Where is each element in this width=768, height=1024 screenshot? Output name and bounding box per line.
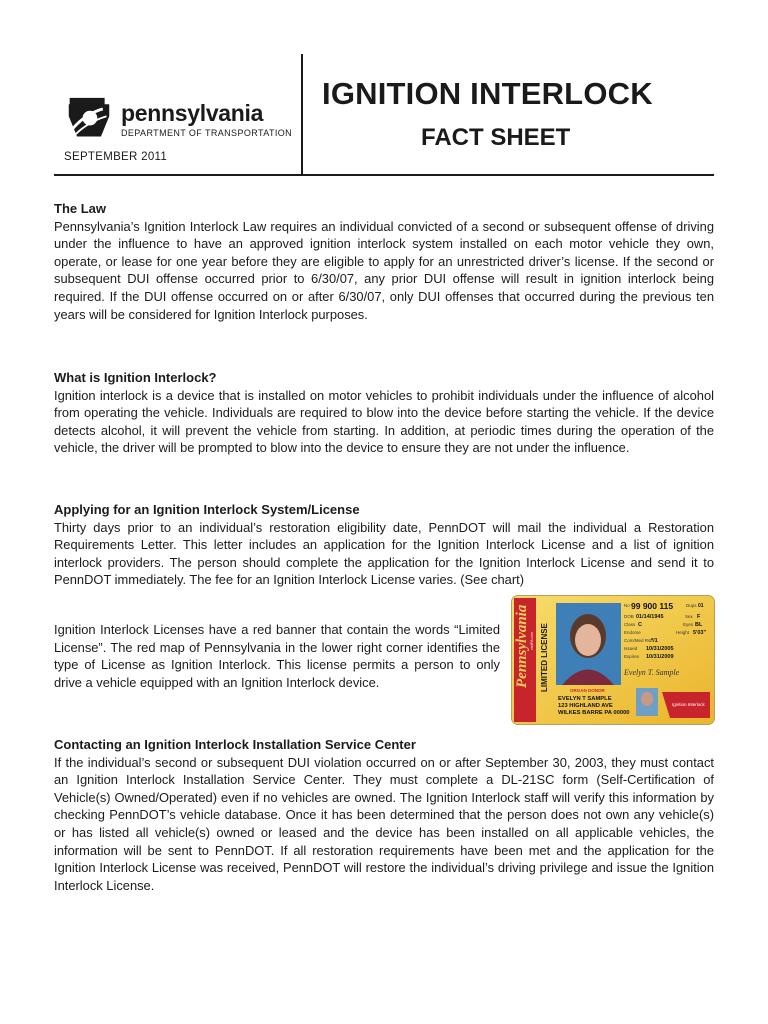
- license-address-1: 123 HIGHLAND AVE: [558, 703, 613, 709]
- section-body: Thirty days prior to an individual’s restoration eligibility date, PennDOT will mail the individual a Restoration Requirements Letter. This letter includes an application for the Ignition Interlock License and a list of ignition interlock providers. The person should complete the application for the Ignition Interlock License and send it to PennDOT immediately. The fee for an Ignition Interlock License varies. (See chart): [54, 519, 714, 588]
- section-heading: Applying for an Ignition Interlock System/License: [54, 502, 360, 517]
- license-sex-label: Sex: [685, 614, 693, 619]
- license-no-label: No: [624, 603, 630, 608]
- license-sex: F: [697, 614, 701, 620]
- section-what-is-ignition-interlock: [54, 369, 714, 457]
- section-heading: What is Ignition Interlock?: [54, 370, 217, 385]
- section-applying: [54, 501, 714, 589]
- page-title: IGNITION INTERLOCK: [322, 76, 653, 111]
- license-organ-donor: ORGAN DONOR: [570, 688, 605, 693]
- license-expires: 10/31/2009: [646, 654, 674, 660]
- sample-limited-license-image: [512, 596, 714, 724]
- license-interlock-label: Ignition Interlock: [672, 702, 705, 707]
- license-height: 5'03": [693, 630, 707, 636]
- license-height-label: Height: [676, 630, 690, 635]
- license-class-label: Class: [624, 622, 636, 627]
- license-issued: 10/31/2005: [646, 646, 674, 652]
- license-address-2: WILKES BARRE PA 00000: [558, 710, 630, 716]
- org-name: pennsylvania: [121, 100, 264, 126]
- section-body: Ignition interlock is a device that is installed on motor vehicles to prohibit individuals under the influence of alcohol from operating the vehicle. Individuals are required to blow into the device before starting the vehicle. If the device detects alcohol, it will prevent the vehicle from starting. In addition, at periodic times during the operation of the vehicle, the driver will be prompted to blow into the device to ensure they are not under the influence.: [54, 387, 714, 456]
- license-signature: Evelyn T. Sample: [624, 668, 680, 677]
- license-dups-label: Dups: [686, 603, 697, 608]
- dept-name: DEPARTMENT OF TRANSPORTATION: [121, 128, 293, 138]
- license-banner-text: LIMITED LICENSE: [540, 623, 549, 692]
- license-restr-label: Com/Med Rstr: [624, 638, 654, 643]
- license-state-script: Pennsylvania: [514, 604, 530, 688]
- license-eyes: BL: [695, 622, 703, 628]
- license-dob: 01/14/1945: [636, 614, 664, 620]
- license-name: EVELYN T SAMPLE: [558, 696, 612, 702]
- section-applying-license-description: [54, 621, 500, 691]
- license-issued-label: Issued: [624, 646, 638, 651]
- license-number: 99 900 115: [631, 601, 674, 611]
- publication-date: SEPTEMBER 2011: [64, 151, 168, 163]
- license-eyes-label: Eyes: [683, 622, 694, 627]
- license-dups: 01: [698, 603, 704, 609]
- license-site: visitPA.com: [530, 631, 534, 650]
- section-heading: The Law: [54, 201, 107, 216]
- license-class: C: [638, 622, 642, 628]
- penndot-keystone-logo: [66, 96, 112, 142]
- header-divider-vertical: [301, 54, 303, 174]
- section-the-law: [54, 200, 714, 323]
- section-heading: Contacting an Ignition Interlock Installation Service Center: [54, 737, 416, 752]
- header-divider-horizontal: [54, 174, 714, 176]
- license-restr: */1: [651, 638, 658, 644]
- license-endorse-label: Endorse: [624, 630, 641, 635]
- page-subtitle: FACT SHEET: [421, 124, 571, 151]
- license-dob-label: DOB: [624, 614, 634, 619]
- section-body: If the individual’s second or subsequent DUI violation occurred on or after September 30, 2003, they must contact an Ignition Interlock Installation Service Center. They must complete a DL-21SC form (Self-Certification of Vehicle(s) Owned/Operated) even if no vehicles are owned. The Ignition Interlock staff will verify this information by checking PennDOT’s vehicle database. Once it has been determined that the person does not own any vehicle(s) or has listed all vehicle(s) owned or leased and the device has been installed on all applicable vehicles, the information will be sent to PennDOT. If all restoration requirements have been met and the application for the Ignition Interlock License was received, PennDOT will restore the individual’s driving privilege and issue the Ignition Interlock License.: [54, 754, 714, 893]
- section-body: Ignition Interlock Licenses have a red banner that contain the words “Limited License”. The red map of Pennsylvania in the lower right corner identifies the type of License as Ignition Interlock. This license permits a person to only drive a vehicle equipped with an Ignition Interlock device.: [54, 622, 500, 690]
- section-contacting-service-center: [54, 736, 714, 894]
- section-body: Pennsylvania’s Ignition Interlock Law requires an individual convicted of a second or subsequent offense of driving under the influence to have an approved ignition interlock system installed on each motor vehicle they own, operate, or lease for one year before they are eligible to apply for an unrestricted driver’s license. If the second or subsequent DUI offense occurred prior to 6/30/07, any prior DUI offense will result in ignition interlock being required. If the DUI offense occurred on or after 6/30/07, only DUI offenses that occurred during the previous ten years will be considered for Ignition Interlock purposes.: [54, 218, 714, 322]
- license-expires-label: Expires: [624, 654, 640, 659]
